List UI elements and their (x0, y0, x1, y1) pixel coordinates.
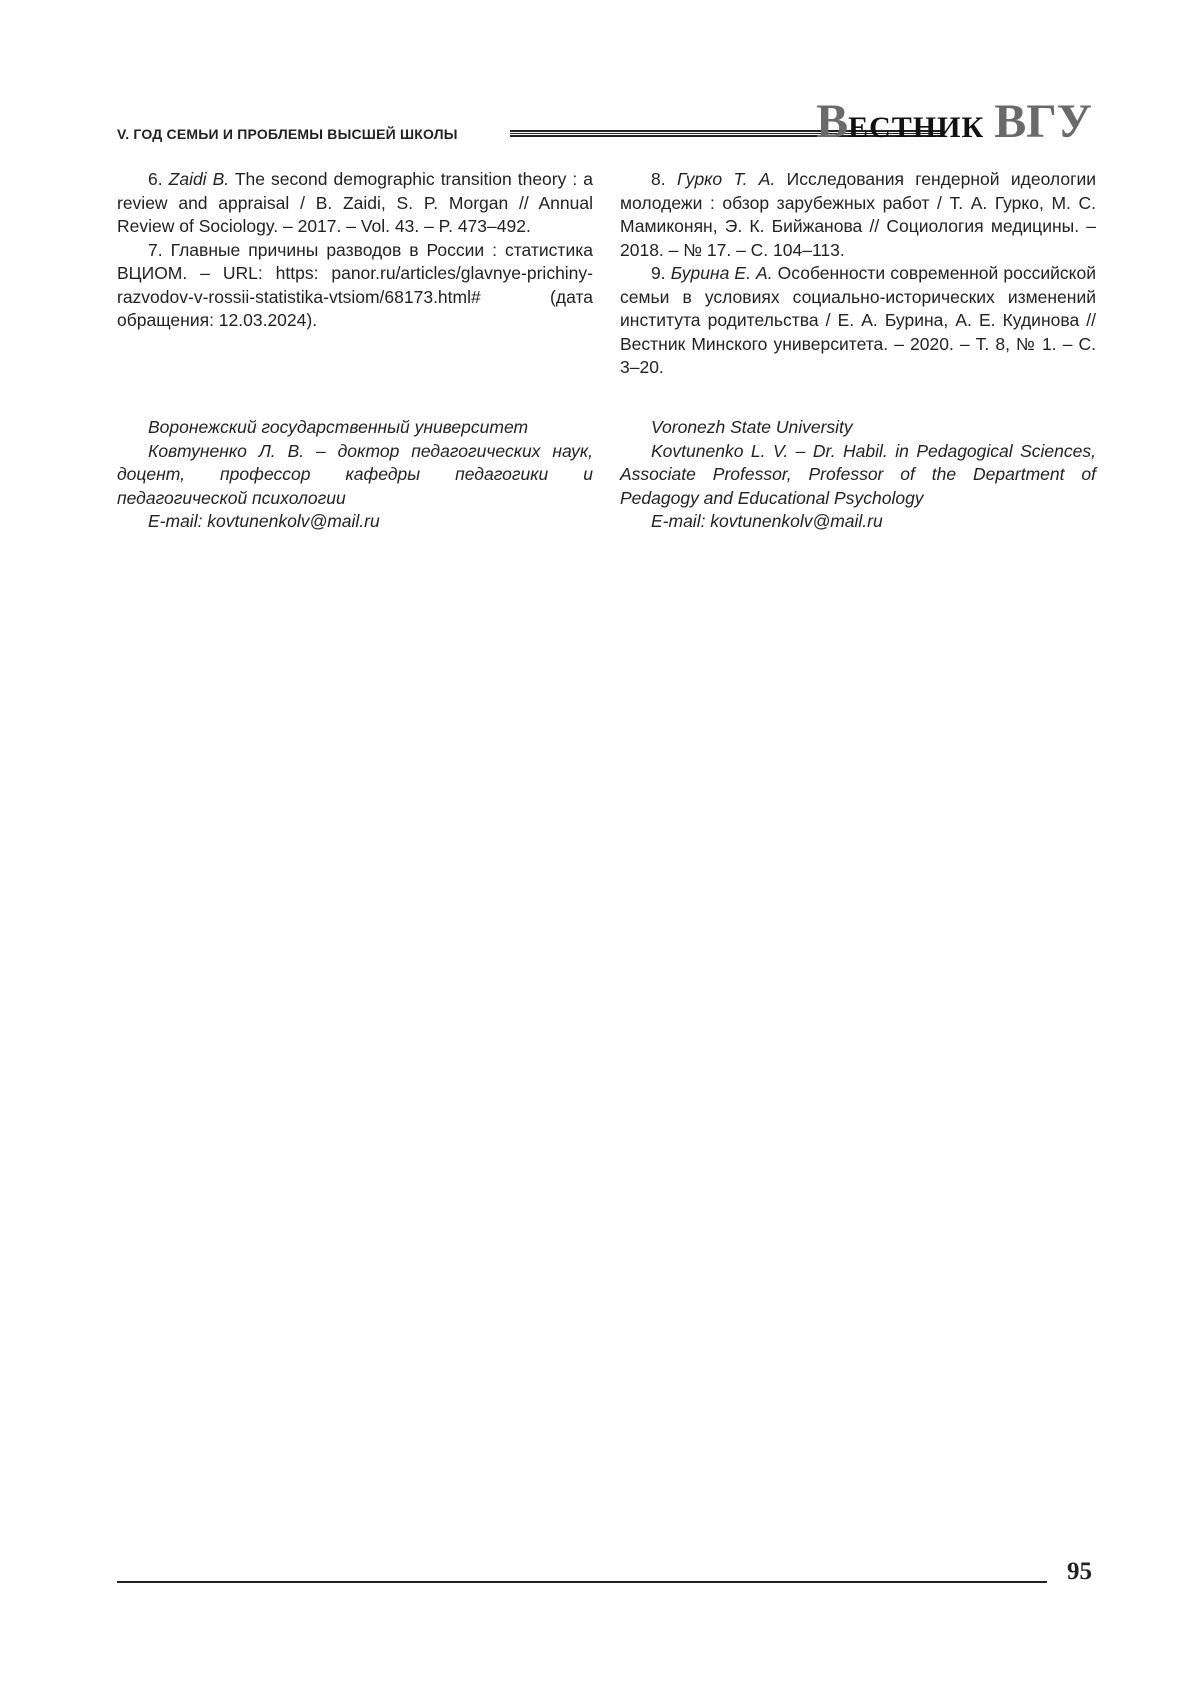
affiliation-author: Kovtunenko L. V. – Dr. Habil. in Pedagogical Sciences, Associate Professor, Professor of the Department of Pedagogy and Educational Psychology (620, 440, 1096, 508)
section-title: V. ГОД СЕМЬИ И ПРОБЛЕМЫ ВЫСШЕЙ ШКОЛЫ (117, 126, 458, 142)
reference-author: Zaidi B. (168, 169, 230, 189)
journal-logo (816, 95, 1092, 155)
references-right-column (620, 168, 1096, 380)
page-number: 95 (1067, 1558, 1092, 1585)
references-left-column (117, 168, 593, 333)
reference-author: Бурина Е. А. (670, 263, 773, 283)
affiliation-russian (117, 416, 593, 534)
affiliation-author: Ковтуненко Л. В. – доктор педагогических наук, доцент, профессор кафедры педагогики и педагогической психологии (117, 440, 593, 508)
affiliation-email: E-mail: kovtunenkolv@mail.ru (148, 511, 380, 531)
reference-number: 6. (148, 169, 163, 189)
reference-text: The second demographic transition theory : a review and appraisal / B. Zaidi, S. P. Morgan // Annual Review of Sociology. – 2017. – Vol. 43. – P. 473–492. (117, 169, 594, 236)
reference-author: Гурко Т. А. (676, 169, 776, 189)
affiliation-email: E-mail: kovtunenkolv@mail.ru (651, 511, 883, 531)
reference-text: Главные причины разводов в России : статистика ВЦИОМ. – URL: https: panor.ru/articles/glavnye-prichiny-razvodov-v-rossii-statistika-vtsiom/68173.html# (дата обращения: 12.03.2024). (117, 239, 593, 330)
reference-item (117, 168, 593, 239)
reference-number: 7. (148, 239, 163, 260)
footer-rule (117, 1581, 1047, 1583)
journal-initial: В (816, 95, 849, 148)
reference-item (620, 262, 1096, 380)
reference-number: 8. (651, 169, 666, 189)
reference-number: 9. (651, 263, 666, 283)
reference-item (117, 239, 593, 333)
journal-abbr: ВГУ (994, 95, 1092, 148)
reference-text: Исследования гендерной идеологии молодежи : обзор зарубежных работ / Т. А. Гурко, М. С. Мамиконян, Э. К. Бийжанова // Социология медицины. – 2018. – № 17. – С. 104–113. (620, 169, 1096, 260)
reference-text: Особенности современной российской семьи в условиях социально-исторических изменений института родительства / Е. А. Бурина, А. Е. Кудинова // Вестник Минского университета. – 2020. – Т. 8, № 1. – С. 3–20. (620, 263, 1096, 377)
reference-item (620, 168, 1096, 262)
affiliation-university: Воронежский государственный университет (148, 417, 529, 437)
running-header (117, 95, 1092, 148)
journal-name: ЕСТНИК (848, 111, 985, 144)
affiliation-english (620, 416, 1096, 534)
affiliation-university: Voronezh State University (651, 417, 853, 437)
